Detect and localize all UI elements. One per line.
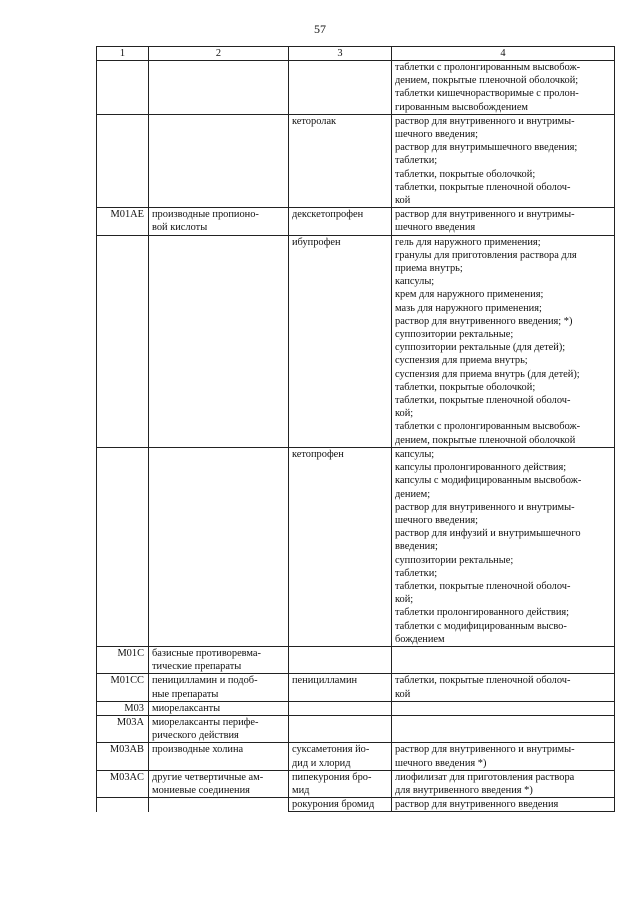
atc-code-cell [97,61,149,115]
forms-cell: таблетки с пролонгированным высвобож- дением, покрытые пленочной оболочкой; таблетки кишечнорастворимые с пролон- гированным высвобождением [392,61,615,115]
forms-cell: раствор для внутривенного и внутримы- шечного введения [392,208,615,235]
forms-cell: раствор для внутривенного введения [392,798,615,812]
group-cell [149,61,289,115]
table-row [97,770,615,797]
drug-cell: ибупрофен [289,235,392,447]
table-row [97,743,615,770]
group-cell: производные холина [149,743,289,770]
atc-code-cell [97,447,149,646]
column-header: 1 [97,47,149,61]
table-row [97,674,615,701]
drug-cell [289,701,392,715]
atc-code-cell: M01AE [97,208,149,235]
forms-cell [392,701,615,715]
drug-cell: кетопрофен [289,447,392,646]
forms-cell [392,715,615,742]
drug-cell: кеторолак [289,114,392,207]
drug-cell [289,61,392,115]
forms-cell: таблетки, покрытые пленочной оболоч- кой [392,674,615,701]
atc-code-cell: M03AB [97,743,149,770]
forms-cell: лиофилизат для приготовления раствора для внутривенного введения *) [392,770,615,797]
atc-code-cell: M01C [97,646,149,673]
atc-code-cell: M03A [97,715,149,742]
drug-cell: суксаметония йо- дид и хлорид [289,743,392,770]
column-header: 4 [392,47,615,61]
page-number: 57 [314,22,326,36]
group-cell: другие четвертичные ам- мониевые соединения [149,770,289,797]
atc-code-cell: M03AC [97,770,149,797]
atc-code-cell [97,114,149,207]
group-cell [149,114,289,207]
group-cell [149,447,289,646]
group-cell: базисные противоревма- тические препараты [149,646,289,673]
drug-cell: декскетопрофен [289,208,392,235]
atc-code-cell [97,798,149,812]
group-cell: миорелаксанты [149,701,289,715]
forms-cell: раствор для внутривенного и внутримы- шечного введения; раствор для внутримышечного введения; таблетки; таблетки, покрытые оболочкой; таблетки, покрытые пленочной оболоч- кой [392,114,615,207]
column-header: 3 [289,47,392,61]
group-cell: пеницилламин и подоб- ные препараты [149,674,289,701]
forms-cell: капсулы; капсулы пролонгированного действия; капсулы с модифицированным высвобож- дением; раствор для внутривенного и внутримы- шечного введения; раствор для инфузий и внутримышечного введения; суппозитории ректальные; таблетки; таблетки, покрытые пленочной оболоч- кой; таблетки пролонгированного действия; таблетки с модифицированным высво- бождением [392,447,615,646]
table-row [97,701,615,715]
table-row [97,646,615,673]
forms-cell: раствор для внутривенного и внутримы- шечного введения *) [392,743,615,770]
group-cell: миорелаксанты перифе- рического действия [149,715,289,742]
drug-table [96,46,615,812]
drug-cell [289,646,392,673]
table-row [97,61,615,115]
group-cell: производные пропионо- вой кислоты [149,208,289,235]
table-row [97,235,615,447]
table-row [97,208,615,235]
group-cell [149,798,289,812]
column-header: 2 [149,47,289,61]
atc-code-cell: M01CC [97,674,149,701]
drug-cell: рокурония бромид [289,798,392,812]
atc-code-cell [97,235,149,447]
drug-cell: пеницилламин [289,674,392,701]
forms-cell [392,646,615,673]
forms-cell: гель для наружного применения; гранулы для приготовления раствора для приема внутрь; капсулы; крем для наружного применения; мазь для наружного применения; раствор для внутривенного введения; *) суппозитории ректальные; суппозитории ректальные (для детей); суспензия для приема внутрь; суспензия для приема внутрь (для детей); таблетки, покрытые оболочкой; таблетки, покрытые пленочной оболоч- кой; таблетки с пролонгированным высвобож- дением, покрытые пленочной оболочкой [392,235,615,447]
drug-cell: пипекурония бро- мид [289,770,392,797]
table-row [97,114,615,207]
drug-cell [289,715,392,742]
table-row [97,715,615,742]
group-cell [149,235,289,447]
table-row [97,798,615,812]
atc-code-cell: M03 [97,701,149,715]
header-row [97,47,615,61]
table-row [97,447,615,646]
